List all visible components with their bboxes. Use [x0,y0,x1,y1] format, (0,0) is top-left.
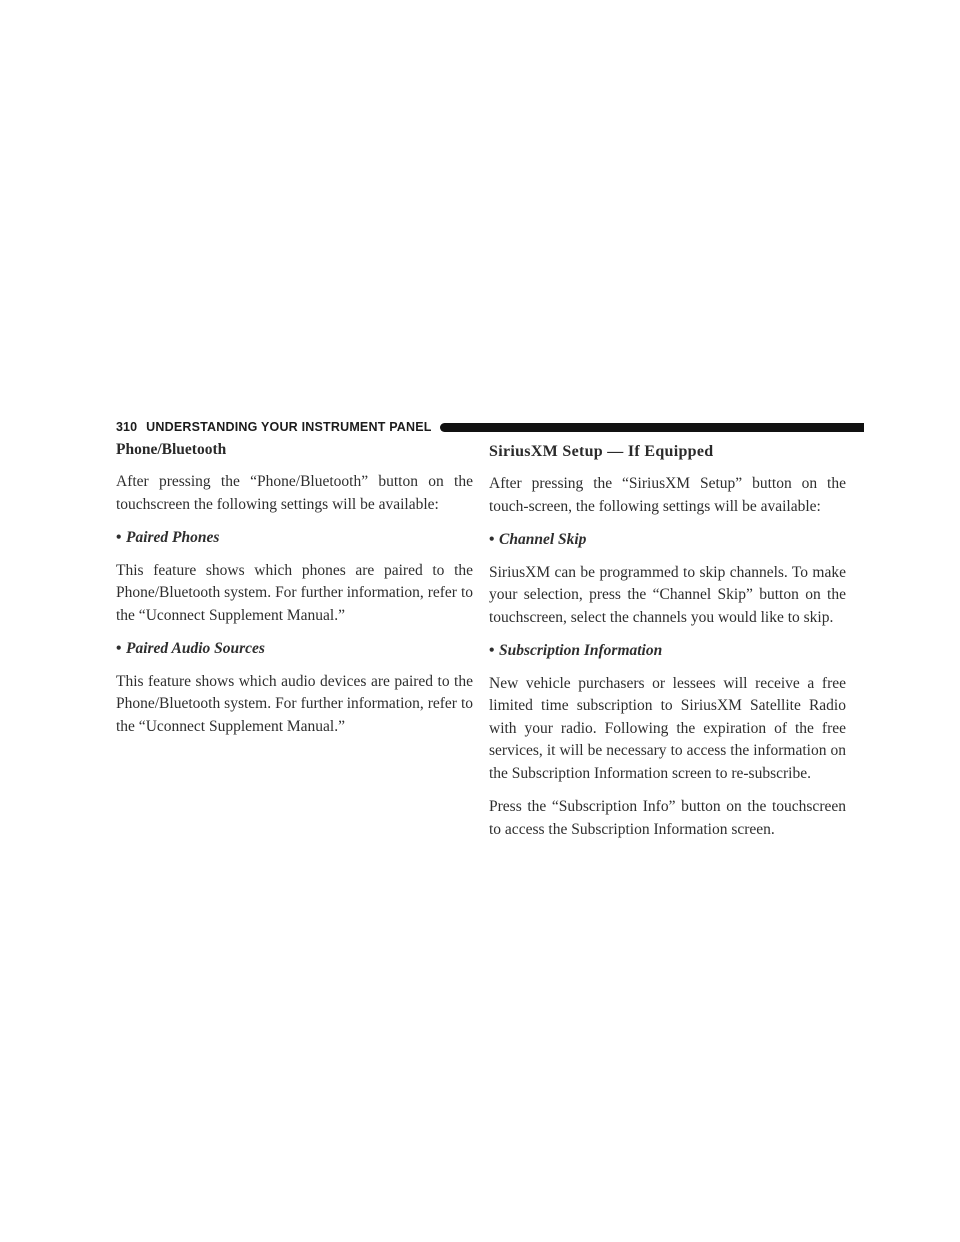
subscription-description: New vehicle purchasers or lessees will receive a free limited time subscription to SiriusXM Satellite Radio with your radio. Following the expiration of the free services, it will be necessary to access the information on the Subscription Information screen to re-subscribe. [489,674,846,782]
bullet-label: Channel Skip [499,531,587,548]
bullet-label: Subscription Information [499,642,663,659]
phone-bluetooth-heading: Phone/Bluetooth [116,441,227,458]
right-column [489,442,846,852]
bullet-paired-phones [116,527,473,550]
bullet-subscription-information [489,640,846,663]
bullet-label: Paired Phones [126,529,220,546]
page-number: 310 [116,420,138,434]
paired-audio-description: This feature shows which audio devices are paired to the Phone/Bluetooth system. For further information, refer to the “Uconnect Supplement Manual.” [116,672,473,735]
bullet-icon: • [116,529,122,546]
subscription-info-instruction: Press the “Subscription Info” button on the touchscreen to access the Subscription Information screen. [489,798,846,838]
siriusxm-intro: After pressing the “SiriusXM Setup” button on the touch-screen, the following settings will be available: [489,475,846,515]
bullet-label: Paired Audio Sources [126,640,265,657]
paired-phones-description: This feature shows which phones are paired to the Phone/Bluetooth system. For further information, refer to the “Uconnect Supplement Manual.” [116,561,473,624]
phone-bluetooth-intro: After pressing the “Phone/Bluetooth” button on the touchscreen the following settings will be available: [116,473,473,513]
header-bar [440,423,864,432]
page-header [116,419,864,435]
bullet-icon: • [489,642,495,659]
siriusxm-heading: SiriusXM Setup — If Equipped [489,443,714,460]
section-title: UNDERSTANDING YOUR INSTRUMENT PANEL [146,420,432,434]
left-column [116,440,473,749]
channel-skip-description: SiriusXM can be programmed to skip channels. To make your selection, press the “Channel Skip” button on the touchscreen, select the channels you would like to skip. [489,563,846,626]
bullet-icon: • [116,640,122,657]
bullet-icon: • [489,531,495,548]
bullet-channel-skip [489,529,846,552]
bullet-paired-audio-sources [116,638,473,661]
